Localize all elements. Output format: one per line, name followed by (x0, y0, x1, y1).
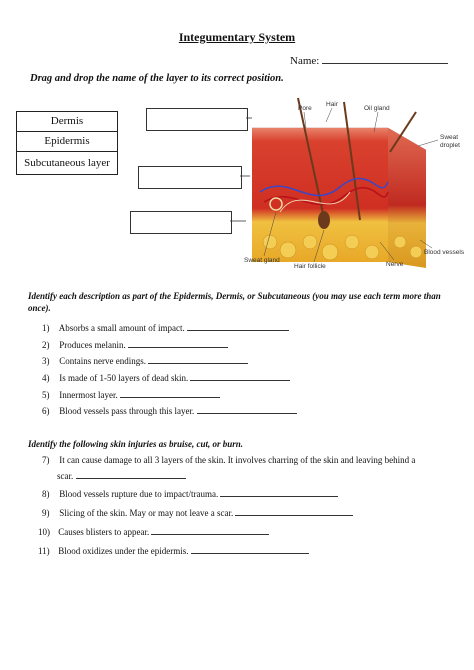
question-number: 2) (42, 340, 50, 350)
question-2 (42, 339, 228, 350)
question-text: Contains nerve endings. (59, 356, 146, 366)
name-label: Name: (290, 55, 320, 67)
question-text: Blood vessels rupture due to impact/trauma. (59, 489, 219, 499)
question-text: Blood oxidizes under the epidermis. (58, 546, 189, 556)
diagram-label-sweat-gland: Sweat gland (244, 257, 280, 264)
question-text: Innermost layer. (59, 390, 118, 400)
word-bank-item-epidermis[interactable]: Epidermis (17, 132, 117, 152)
answer-blank[interactable] (76, 470, 186, 479)
diagram-label-hair-follicle: Hair follicle (294, 263, 326, 270)
question-text: It can cause damage to all 3 layers of the skin. It involves charring of the skin and leaving behind a (59, 455, 416, 465)
diagram-label-sweat-droplet-2: droplet (440, 142, 460, 149)
question-number: 7) (42, 455, 50, 465)
question-1 (42, 322, 289, 333)
question-number: 1) (42, 323, 50, 333)
answer-blank[interactable] (220, 488, 338, 497)
diagram-label-sweat-droplet-1: Sweat (440, 134, 459, 141)
diagram-label-nerve: Nerve (386, 261, 404, 268)
word-bank-item-dermis[interactable]: Dermis (17, 112, 117, 132)
answer-blank[interactable] (197, 405, 297, 414)
question-8 (42, 488, 338, 499)
skin-diagram (240, 92, 470, 272)
question-number: 11) (38, 546, 50, 556)
question-text: scar. (57, 471, 74, 481)
answer-blank[interactable] (151, 526, 269, 535)
answer-blank[interactable] (235, 507, 353, 516)
question-4 (42, 372, 290, 383)
question-number: 6) (42, 406, 50, 416)
question-6 (42, 405, 297, 416)
answer-blank[interactable] (120, 389, 220, 398)
question-text: Produces melanin. (59, 340, 126, 350)
question-number: 4) (42, 373, 50, 383)
question-7-continued (57, 470, 186, 481)
question-11 (38, 545, 309, 556)
answer-blank[interactable] (148, 355, 248, 364)
diagram-label-hair: Hair (326, 101, 338, 108)
word-bank-item-subcutaneous[interactable]: Subcutaneous layer (24, 157, 110, 169)
section2-heading: Identify the following skin injuries as bruise, cut, or burn. (28, 439, 244, 449)
question-number: 8) (42, 489, 50, 499)
answer-blank[interactable] (190, 372, 290, 381)
answer-blank[interactable] (187, 322, 289, 331)
diagram-label-oil-gland: Oil gland (364, 105, 390, 112)
section1-heading: Identify each description as part of the Epidermis, Dermis, or Subcutaneous (you may use each term more than once). (28, 291, 441, 313)
question-number: 3) (42, 356, 50, 366)
question-number: 9) (42, 508, 50, 518)
drag-instruction: Drag and drop the name of the layer to its correct position. (30, 73, 284, 84)
answer-blank[interactable] (191, 545, 309, 554)
diagram-label-pore: Pore (298, 105, 312, 112)
question-5 (42, 389, 220, 400)
question-text: Slicing of the skin. May or may not leave a scar. (59, 508, 234, 518)
question-3 (42, 355, 248, 366)
question-number: 10) (38, 527, 50, 537)
question-10 (38, 526, 269, 537)
question-text: Absorbs a small amount of impact. (58, 323, 185, 333)
page-title: Integumentary System (178, 30, 296, 44)
question-text: Blood vessels pass through this layer. (59, 406, 195, 416)
question-text: Causes blisters to appear. (58, 527, 150, 537)
question-7 (42, 453, 450, 468)
diagram-label-blood-vessels: Blood vessels (424, 249, 465, 256)
question-text: Is made of 1-50 layers of dead skin. (59, 373, 189, 383)
question-number: 5) (42, 390, 50, 400)
answer-blank[interactable] (128, 339, 228, 348)
question-9 (42, 507, 353, 518)
